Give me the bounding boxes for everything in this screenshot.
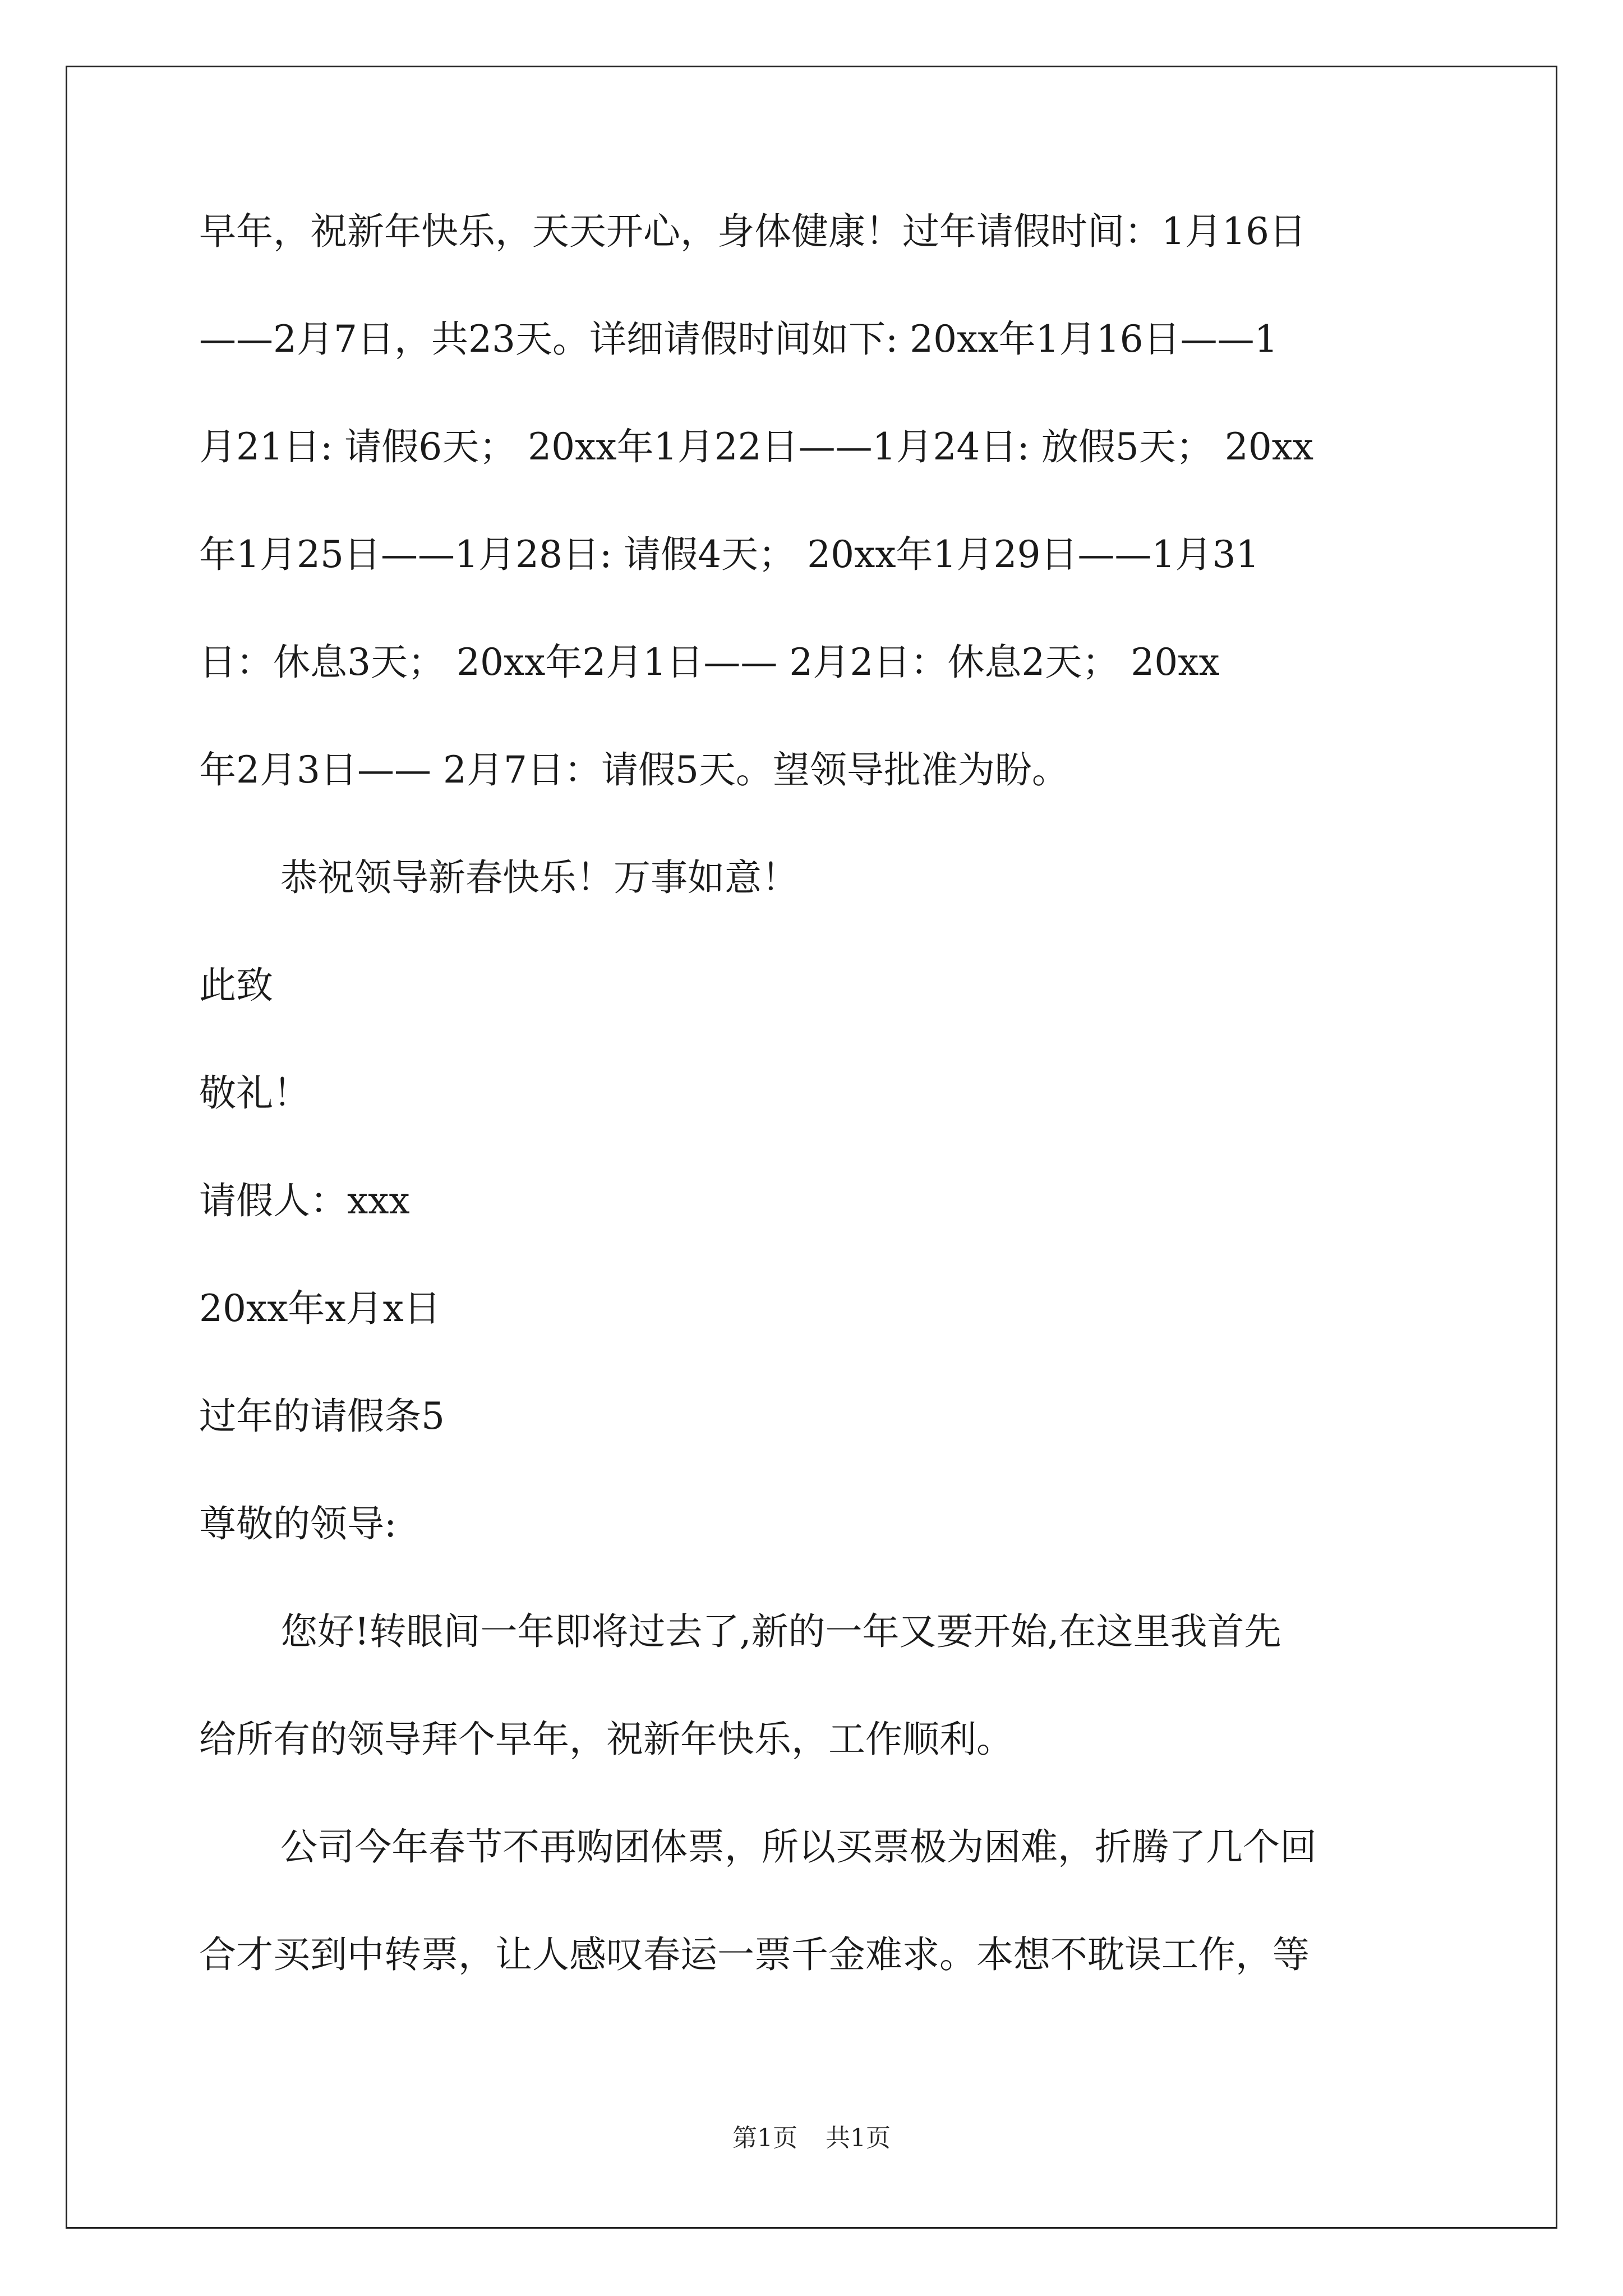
page-footer [0, 2126, 1623, 2151]
addressee-line: 尊敬的领导: [199, 1502, 397, 1545]
paragraph-line: 合才买到中转票，让人感叹春运一票千金难求。本想不耽误工作，等 [199, 1933, 1310, 1976]
requester-name: 请假人：xxx [199, 1179, 410, 1222]
paragraph-line: 给所有的领导拜个早年，祝新年快乐，工作顺利。 [199, 1718, 1013, 1761]
page-total: 共1页 [826, 2124, 891, 2152]
letter-date: 20xx年x月x日 [199, 1287, 441, 1330]
greeting-line: 恭祝领导新春快乐！万事如意！ [280, 856, 799, 899]
page-number: 第1页 [732, 2124, 797, 2152]
paragraph-line: 日：休息3天； 20xx年2月1日—— 2月2日：休息2天； 20xx [199, 641, 1220, 684]
closing-salutation: 此致 [199, 964, 273, 1007]
paragraph-line: 您好!转眼间一年即将过去了,新的一年又要开始,在这里我首先 [280, 1610, 1281, 1653]
document-body [199, 210, 1427, 2044]
paragraph-line: 公司今年春节不再购团体票，所以买票极为困难，折腾了几个回 [280, 1825, 1317, 1869]
paragraph-line: 年2月3日—— 2月7日：请假5天。望领导批准为盼。 [199, 748, 1069, 792]
section-title: 过年的请假条5 [199, 1395, 445, 1438]
paragraph-line: ——2月7日，共23天。详细请假时间如下: 20xx年1月16日——1 [199, 318, 1278, 361]
paragraph-line: 早年，祝新年快乐，天天开心，身体健康！过年请假时间：1月16日 [199, 210, 1306, 253]
paragraph-line: 年1月25日——1月28日: 请假4天； 20xx年1月29日——1月31 [199, 533, 1260, 576]
paragraph-line: 月21日: 请假6天； 20xx年1月22日——1月24日: 放假5天； 20xx [199, 425, 1314, 468]
closing-regards: 敬礼！ [199, 1071, 310, 1115]
